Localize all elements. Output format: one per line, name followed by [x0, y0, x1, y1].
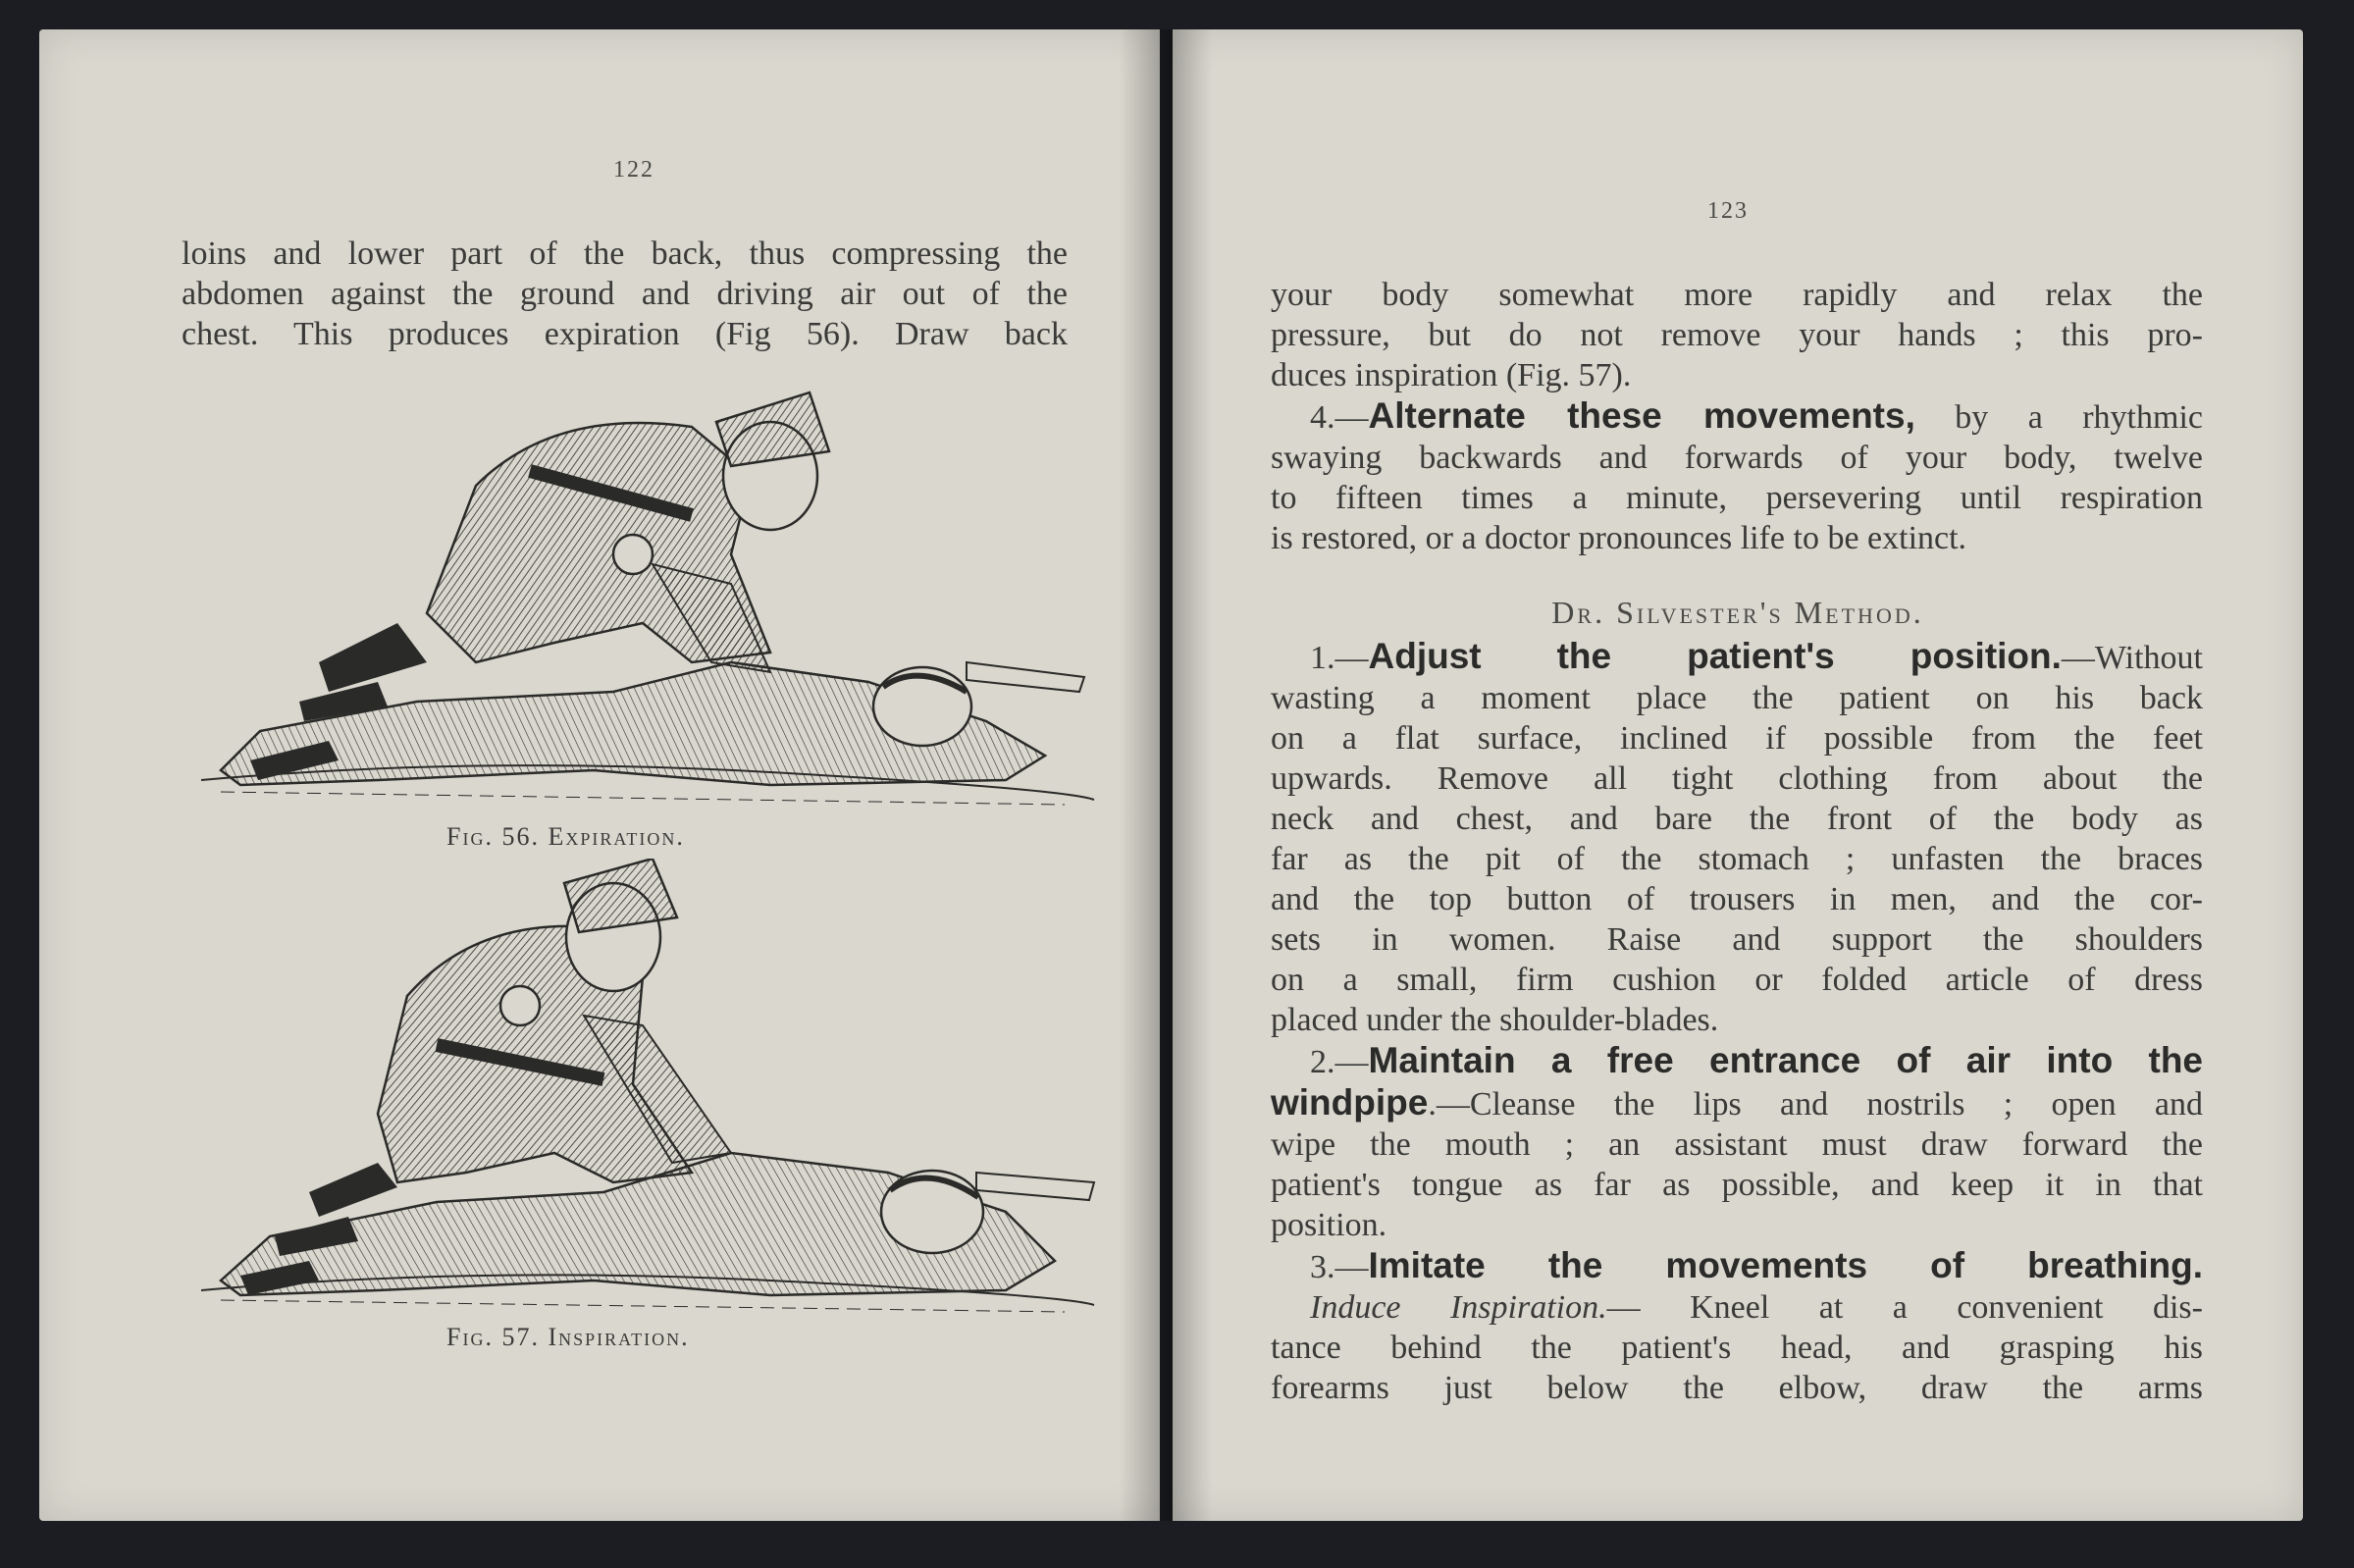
- text-line: tance behind the patient's head, and grasping his: [1271, 1330, 2203, 1366]
- text-line: on a flat surface, inclined if possible from the feet: [1271, 720, 2203, 757]
- gutter-shadow: [1173, 29, 1212, 1521]
- text-line: forearms just below the elbow, draw the arms: [1271, 1370, 2203, 1406]
- text-line: wipe the mouth ; an assistant must draw forward the: [1271, 1126, 2203, 1163]
- step-1-first-line: [1271, 636, 2203, 678]
- step-number: 1.—: [1310, 640, 1369, 676]
- page-number: 122: [613, 157, 654, 183]
- text-line: and the top button of trousers in men, and the cor-: [1271, 881, 2203, 917]
- step-number: 4.—: [1310, 399, 1369, 436]
- text-line: your body somewhat more rapidly and relax the: [1271, 277, 2203, 313]
- step-number: 3.—: [1310, 1249, 1369, 1285]
- page-number: 123: [1707, 198, 1749, 224]
- left-body-text: [182, 234, 1068, 354]
- step-4-first-line: [1271, 395, 2203, 438]
- gutter-shadow: [1119, 29, 1173, 1521]
- text-line: abdomen against the ground and driving air out of the: [182, 276, 1068, 312]
- text-line: far as the pit of the stomach ; unfasten the braces: [1271, 841, 2203, 877]
- left-page: [39, 29, 1160, 1521]
- right-page: [1173, 29, 2303, 1521]
- step-text: by a rhythmic: [1914, 399, 2203, 436]
- step-2-heading-line: [1271, 1040, 2203, 1082]
- text-line: to fifteen times a minute, persevering until respiration: [1271, 480, 2203, 516]
- step-2-second-line: [1271, 1082, 2203, 1124]
- figure-57-caption: Fig. 57. Inspiration.: [446, 1323, 690, 1351]
- text-line: placed under the shoulder-blades.: [1271, 1002, 1719, 1038]
- step-heading: Maintain a free entrance of air into the: [1368, 1040, 2203, 1080]
- step-3-second-line: [1271, 1287, 2203, 1328]
- text-line: chest. This produces expiration (Fig 56). Draw back: [182, 316, 1068, 352]
- right-body-text-bottom: [1271, 636, 2203, 1408]
- figure-56-illustration: [182, 368, 1114, 819]
- step-heading: Alternate these movements,: [1368, 395, 1915, 436]
- right-body-text-top: [1271, 275, 2203, 558]
- text-line: patient's tongue as far as possible, and keep it in that: [1271, 1167, 2203, 1203]
- step-heading: Imitate the movements of breathing.: [1368, 1245, 2203, 1285]
- text-line: pressure, but do not remove your hands ; this pro-: [1271, 317, 2203, 353]
- step-3-heading-line: [1271, 1245, 2203, 1287]
- text-line: sets in women. Raise and support the shoulders: [1271, 921, 2203, 958]
- text-line: wasting a moment place the patient on his back: [1271, 680, 2203, 716]
- text-line: upwards. Remove all tight clothing from about the: [1271, 760, 2203, 797]
- text-line: duces inspiration (Fig. 57).: [1271, 357, 1632, 393]
- text-line: on a small, firm cushion or folded article of dress: [1271, 962, 2203, 998]
- section-title: Dr. Silvester's Method.: [1551, 595, 1924, 630]
- step-heading: Adjust the patient's position.: [1368, 636, 2062, 676]
- figure-56-caption: Fig. 56. Expiration.: [446, 822, 685, 851]
- text-line: position.: [1271, 1207, 1387, 1243]
- text-line: is restored, or a doctor pronounces life to be extinct.: [1271, 520, 1967, 556]
- step-heading: windpipe: [1271, 1082, 1429, 1123]
- step-text: .—Cleanse the lips and nostrils ; open and: [1428, 1086, 2203, 1123]
- text-line: swaying backwards and forwards of your body, twelve: [1271, 440, 2203, 476]
- text-line: neck and chest, and bare the front of the body as: [1271, 801, 2203, 837]
- text-line: loins and lower part of the back, thus compressing the: [182, 235, 1068, 272]
- step-number: 2.—: [1310, 1044, 1369, 1080]
- step-text: —Without: [2061, 640, 2203, 676]
- step-text: — Kneel at a convenient dis-: [1606, 1289, 2203, 1326]
- figure-57-illustration: [182, 859, 1114, 1320]
- italic-lead: Induce Inspiration.: [1310, 1289, 1607, 1326]
